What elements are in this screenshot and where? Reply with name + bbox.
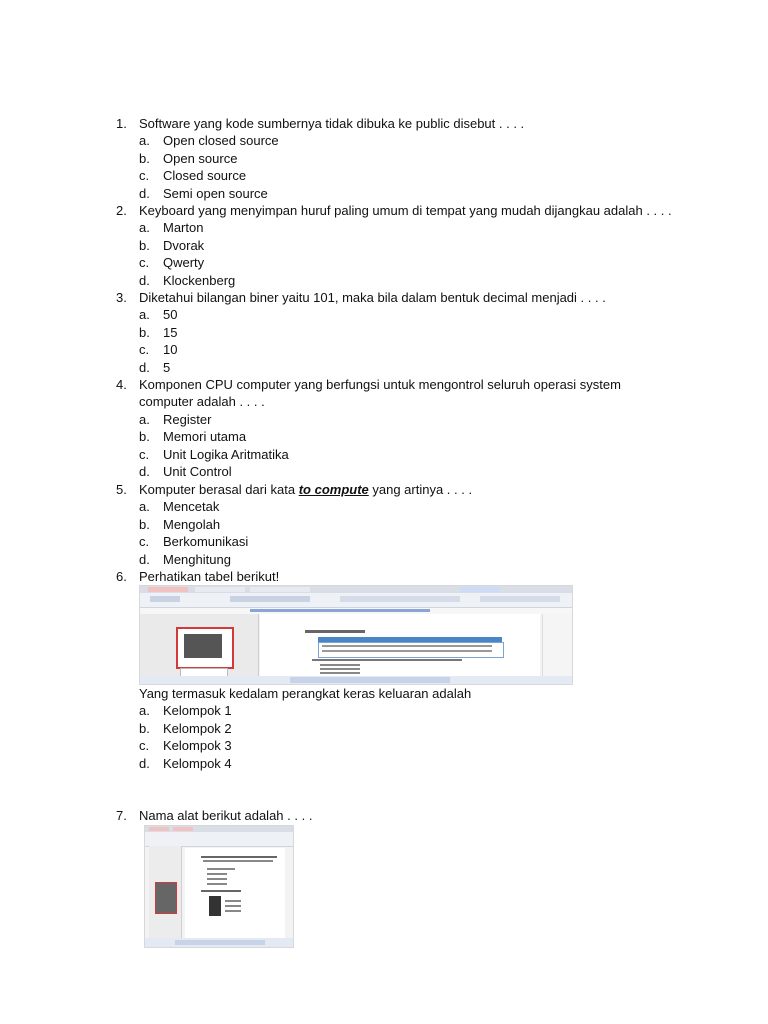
question-number: 3. — [116, 290, 127, 305]
question-number: 6. — [116, 569, 127, 584]
question-7 — [116, 807, 676, 824]
option-text: Mencetak — [163, 499, 220, 515]
option-letter: b. — [139, 237, 150, 253]
option-text: Memori utama — [163, 429, 247, 445]
option-text: Register — [163, 411, 212, 427]
question-text: Diketahui bilangan biner yaitu 101, maka bila dalam bentuk decimal menjadi . . . . — [139, 290, 606, 305]
option-item — [116, 237, 676, 254]
option-item — [116, 702, 676, 719]
question-3 — [116, 289, 676, 376]
option-text: Unit Control — [163, 464, 232, 480]
option-item — [116, 463, 676, 480]
option-letter: b. — [139, 516, 150, 532]
option-item — [116, 150, 676, 167]
option-item — [116, 755, 676, 772]
option-letter: d. — [139, 272, 150, 288]
option-item — [116, 737, 676, 754]
option-item — [116, 324, 676, 341]
option-text: Semi open source — [163, 185, 268, 201]
option-letter: a. — [139, 499, 150, 515]
option-letter: a. — [139, 703, 150, 719]
option-text: 15 — [163, 324, 178, 340]
option-text: Marton — [163, 220, 204, 236]
option-letter: c. — [139, 738, 150, 754]
option-text: Klockenberg — [163, 272, 236, 288]
question-number: 7. — [116, 808, 127, 823]
option-text: Closed source — [163, 168, 247, 184]
option-text: Kelompok 2 — [163, 720, 232, 736]
option-text: Dvorak — [163, 237, 205, 253]
option-text: Open closed source — [163, 133, 279, 149]
option-item — [116, 272, 676, 289]
option-item — [116, 132, 676, 149]
question-5 — [116, 481, 676, 568]
question-4 — [116, 376, 676, 480]
option-letter: d. — [139, 755, 150, 771]
option-letter: a. — [139, 220, 150, 236]
question-text — [139, 481, 676, 498]
option-letter: b. — [139, 429, 150, 445]
question-number: 1. — [116, 116, 127, 131]
question-text-part: Komputer berasal dari kata — [139, 482, 299, 497]
option-item — [116, 551, 676, 568]
question-number: 2. — [116, 203, 127, 218]
option-item — [116, 533, 676, 550]
option-letter: d. — [139, 551, 150, 567]
question-text: Keyboard yang menyimpan huruf paling umum di tempat yang mudah dijangkau adalah . . . . — [139, 203, 672, 218]
option-letter: c. — [139, 534, 150, 550]
option-letter: d. — [139, 359, 150, 375]
option-item — [116, 254, 676, 271]
option-text: Unit Logika Aritmatika — [163, 446, 289, 462]
question-text-part: yang artinya . . . . — [368, 482, 473, 497]
option-text: Kelompok 1 — [163, 703, 232, 719]
option-text: Berkomunikasi — [163, 534, 249, 550]
question-text: Komponen CPU computer yang berfungsi untuk mengontrol seluruh operasi system computer adalah . . . . — [139, 377, 621, 410]
option-text: 50 — [163, 307, 178, 323]
option-item — [116, 411, 676, 428]
option-item — [116, 720, 676, 737]
option-letter: b. — [139, 150, 150, 166]
question-number: 4. — [116, 377, 127, 392]
option-text: Mengolah — [163, 516, 221, 532]
option-list — [116, 219, 676, 289]
option-letter: b. — [139, 324, 150, 340]
option-text: Kelompok 4 — [163, 755, 232, 771]
option-item — [116, 428, 676, 445]
option-letter: c. — [139, 446, 150, 462]
question-text: Software yang kode sumbernya tidak dibuka ke public disebut . . . . — [139, 116, 525, 131]
option-item — [116, 306, 676, 323]
option-list — [116, 306, 676, 376]
question-number: 5. — [116, 482, 127, 497]
option-item — [116, 341, 676, 358]
table-screenshot-image — [139, 585, 573, 685]
option-text: 5 — [163, 359, 171, 375]
option-text: Qwerty — [163, 255, 205, 271]
option-text: 10 — [163, 342, 178, 358]
question-1 — [116, 115, 676, 202]
emphasized-term: to compute — [298, 482, 369, 497]
question-6 — [116, 568, 676, 585]
option-text: Menghitung — [163, 551, 231, 567]
option-text: Kelompok 3 — [163, 738, 232, 754]
option-item — [116, 185, 676, 202]
option-list — [116, 702, 676, 772]
option-item — [116, 516, 676, 533]
option-letter: d. — [139, 185, 150, 201]
option-letter: c. — [139, 342, 150, 358]
question-6-followup — [116, 685, 676, 772]
option-letter: a. — [139, 133, 150, 149]
option-letter: c. — [139, 255, 150, 271]
option-item — [116, 219, 676, 236]
option-letter: b. — [139, 720, 150, 736]
option-letter: a. — [139, 411, 150, 427]
option-item — [116, 446, 676, 463]
option-list — [116, 498, 676, 568]
tool-screenshot-image — [144, 825, 294, 948]
option-item — [116, 167, 676, 184]
option-letter: d. — [139, 464, 150, 480]
option-letter: a. — [139, 307, 150, 323]
option-text: Open source — [163, 150, 238, 166]
question-2 — [116, 202, 676, 289]
option-letter: c. — [139, 168, 150, 184]
option-list — [116, 411, 676, 481]
question-text: Yang termasuk kedalam perangkat keras keluaran adalah — [139, 686, 472, 701]
option-item — [116, 498, 676, 515]
question-text: Nama alat berikut adalah . . . . — [139, 808, 313, 823]
option-item — [116, 359, 676, 376]
option-list — [116, 132, 676, 202]
question-text: Perhatikan tabel berikut! — [139, 569, 280, 584]
